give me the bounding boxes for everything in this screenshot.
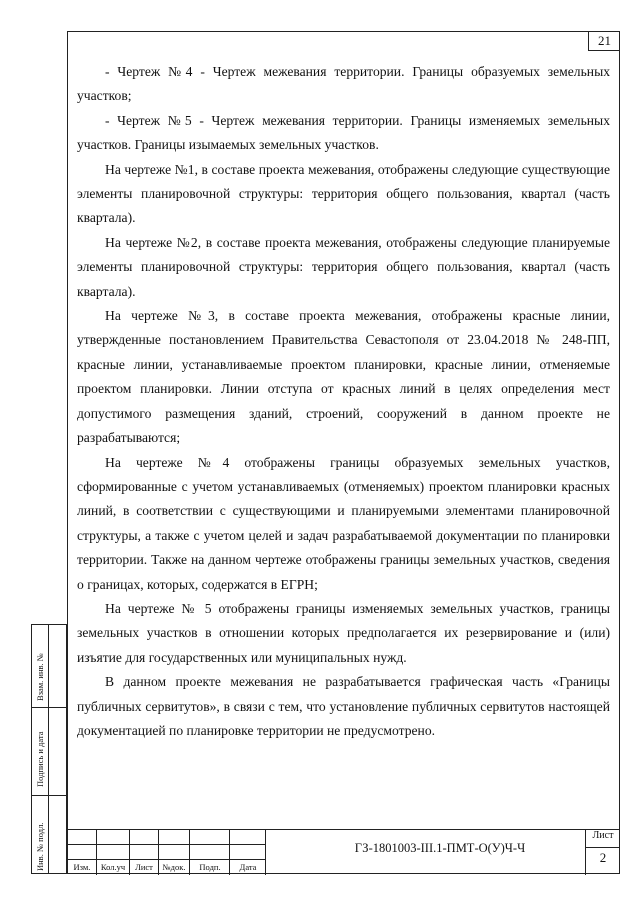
header-signature: Подп. (199, 862, 221, 872)
sheet-number: 2 (599, 850, 607, 865)
header-count: Кол.уч (100, 862, 126, 872)
paragraph: На чертеже № 5 отображены границы изменяемых земельных участков, границы земельных участков в отношении которых предполагается их резервирование и (или) изъятие для государственных или муниципальных нужд. (77, 600, 610, 665)
side-label-signature-date: Подпись и дата (35, 731, 45, 787)
paragraph: На чертеже №1, в составе проекта межевания, отображены следующие существующие элементы планировочной структуры: территория общего пользования, квартал (часть квартала). (77, 161, 610, 226)
sheet-label: Лист (592, 830, 614, 841)
header-date: Дата (239, 862, 257, 872)
paragraph: На чертеже №3, в составе проекта межевания, отображены красные линии, утвержденные постановлением Правительства Севастополя от 23.04.2018 № 248-ПП, красные линии, устанавливаемые проектом планировки, красные линии, отменяемые проектом планировки. Линии отступа от красных линий в целях определения мест допустимого размещения зданий, строений, сооружений в данном проекте не разрабатываются; (77, 308, 610, 446)
header-change: Изм. (73, 862, 91, 872)
header-sheet: Лист (135, 862, 153, 872)
paragraph: В данном проекте межевания не разрабатывается графическая часть «Границы публичных сервитутов», в связи с тем, что установление публичных сервитутов настоящей документацией по планировке территории не предусмотрено. (77, 674, 610, 738)
header-doc-num: №док. (162, 862, 186, 872)
side-stamp (31, 624, 67, 874)
paragraph: - Чертеж №4 - Чертеж межевания территории. Границы образуемых земельных участков; (77, 64, 610, 104)
paragraph: На чертеже №2, в составе проекта межевания, отображены следующие планируемые элементы планировочной структуры: территория общего пользования, квартал (часть квартала). (77, 234, 610, 299)
side-label-replace-inv: Взам. инв. № (35, 653, 45, 701)
document-code: ГЗ-1801003-III.1-ПМТ-О(У)Ч-Ч (354, 841, 526, 855)
side-label-inv-original: Инв. № подл. (35, 822, 45, 871)
document-body (77, 60, 610, 743)
page-number: 21 (588, 31, 620, 51)
paragraph: - Чертеж №5 - Чертеж межевания территории. Границы изменяемых земельных участков. Границы изымаемых земельных участков. (77, 112, 610, 153)
paragraph: На чертеже №4 отображены границы образуемых земельных участков, сформированные с учетом устанавливаемых (отменяемых) проектом планировки красных линий, в соответствии с существующими и планируемыми элементами планировочной структуры, а также с учетом целей и задач разрабатываемой документации по планировки территории. Также на данном чертеже отображены границы земельных участков, сведения о границах, которых, содержатся в ЕГРН; (77, 454, 610, 592)
